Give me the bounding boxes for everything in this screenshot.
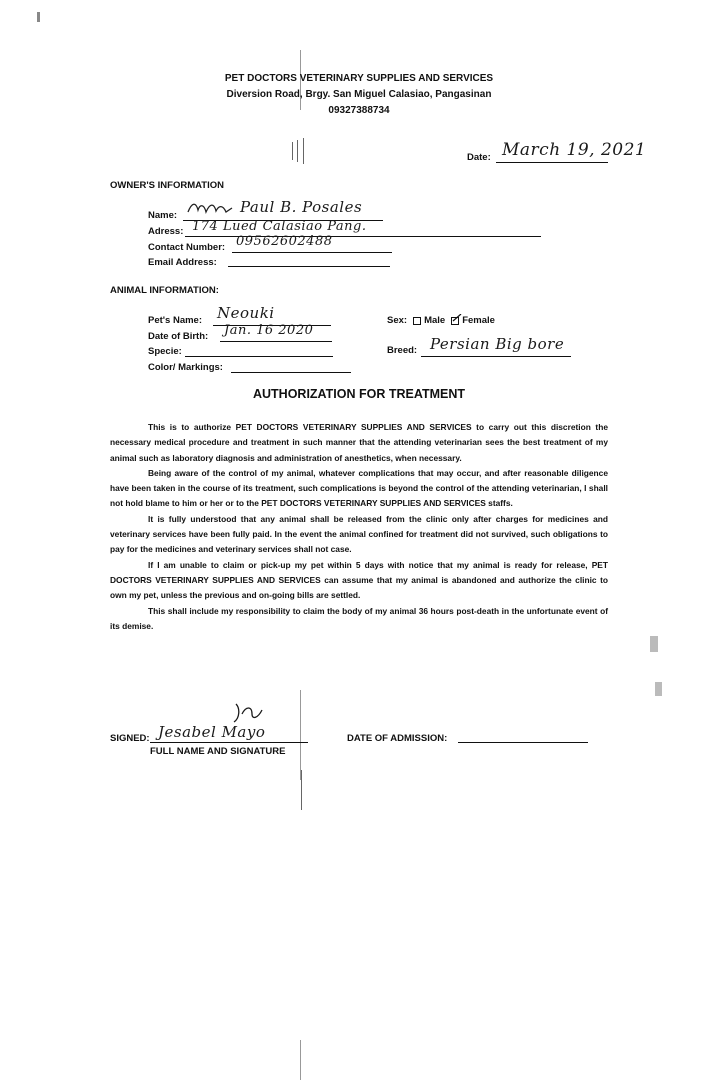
sex-label: Sex:	[387, 315, 408, 326]
scan-fold-line-low	[301, 770, 302, 810]
signature-scribble-icon	[228, 700, 268, 730]
scan-fold-line-mid	[300, 690, 301, 780]
owner-name-value: Paul B. Posales	[240, 198, 363, 216]
owner-heading: OWNER'S INFORMATION	[110, 180, 224, 191]
scan-speck-right-1	[650, 636, 658, 652]
signed-value: Jesabel Mayo	[158, 723, 266, 741]
company-address: Diversion Road, Brgy. San Miguel Calasiao, Pangasinan	[226, 89, 492, 100]
paragraph-4: If I am unable to claim or pick-up my pet within 5 days with notice that my animal is ready for release, PET DOCTORS VETERINARY SUPPLIES AND SERVICES can assume that my animal is abandoned and authorize the clinic to own my pet, unless the previous and on-going bills are settled.	[110, 559, 608, 601]
authorization-body	[110, 420, 608, 634]
check-mark-icon	[452, 314, 462, 324]
scribble-icon	[186, 200, 234, 216]
pet-name-label: Pet's Name:	[148, 315, 203, 326]
signed-label: SIGNED:	[110, 733, 150, 744]
breed-value: Persian Big bore	[430, 335, 565, 353]
admission-label: DATE OF ADMISSION:	[347, 733, 448, 744]
animal-heading: ANIMAL INFORMATION:	[110, 285, 219, 296]
owner-address-value: 174 Lued Calasiao Pang.	[192, 219, 367, 234]
signature-mark	[228, 700, 268, 730]
paragraph-2: Being aware of the control of my animal, whatever complications that may occur, and after reasonable diligence have been taken in the course of its treatment, such complications is beyond the control of the attending veterinarian, I shall not hold blame to him or her or to the PET DOCTORS VETERINARY SUPPLIES AND SERVICES staffs.	[110, 467, 608, 509]
sex-field	[387, 315, 495, 326]
specie-line	[185, 356, 333, 357]
scan-speck-top-left	[37, 12, 40, 22]
scan-fold-line-bottom	[300, 1040, 301, 1080]
dob-label: Date of Birth:	[148, 331, 209, 342]
scan-fold-marks-2	[297, 140, 298, 162]
paragraph-1: This is to authorize PET DOCTORS VETERINARY SUPPLIES AND SERVICES to carry out this discretion the necessary medical procedure and treatment in such manner that the attending veterinarian sees the best treatment of my animal such as laboratory diagnosis and administration of anesthetics, when necessary.	[110, 422, 608, 463]
owner-contact-line	[232, 252, 392, 253]
color-line	[231, 372, 351, 373]
company-name: PET DOCTORS VETERINARY SUPPLIES AND SERVICES	[224, 73, 494, 84]
date-label: Date:	[467, 152, 491, 163]
date-line	[496, 162, 608, 163]
specie-label: Specie:	[148, 346, 182, 357]
pet-name-value: Neouki	[217, 304, 275, 322]
owner-email-label: Email Address:	[148, 257, 217, 268]
dob-value: Jan. 16 2020	[224, 323, 314, 338]
male-label: Male	[424, 315, 446, 326]
scan-speck-right-2	[655, 682, 662, 696]
paragraph-3: It is fully understood that any animal shall be released from the clinic only after charges for medicines and veterinary services have been fully paid. In the event the animal confined for treatment did not survived, such obligations to pay for the medicines and veterinary services shall not case.	[110, 513, 608, 555]
admission-line	[458, 742, 588, 743]
scan-fold-marks	[292, 142, 293, 160]
male-checkbox[interactable]	[413, 317, 421, 325]
date-value: March 19, 2021	[502, 140, 647, 160]
document-title: AUTHORIZATION FOR TREATMENT	[252, 387, 465, 401]
owner-email-line	[228, 266, 390, 267]
signature-caption: FULL NAME AND SIGNATURE	[150, 746, 286, 757]
owner-name-scribble	[186, 200, 234, 216]
company-phone: 09327388734	[328, 105, 390, 116]
color-label: Color/ Markings:	[148, 362, 223, 373]
paragraph-5: This shall include my responsibility to claim the body of my animal 36 hours post-death in the unfortunate event of its demise.	[110, 605, 608, 631]
dob-line	[220, 341, 332, 342]
owner-contact-label: Contact Number:	[148, 242, 226, 253]
owner-name-label: Name:	[148, 210, 178, 221]
scan-fold-marks-3	[303, 138, 304, 164]
owner-contact-value: 09562602488	[236, 234, 333, 249]
signature-line	[150, 742, 308, 743]
female-checkbox[interactable]	[451, 317, 459, 325]
breed-line	[421, 356, 571, 357]
owner-address-label: Adress:	[148, 226, 184, 237]
breed-label: Breed:	[387, 345, 418, 356]
female-label: Female	[462, 315, 495, 326]
